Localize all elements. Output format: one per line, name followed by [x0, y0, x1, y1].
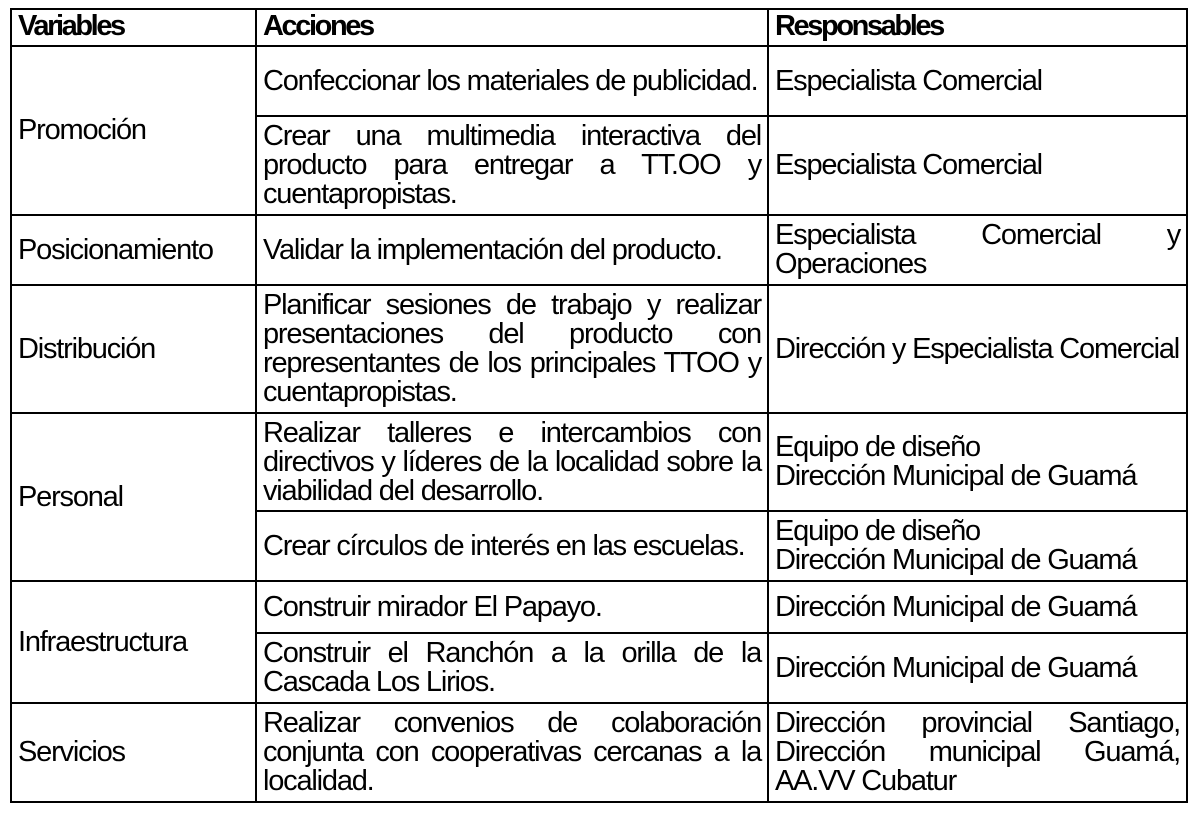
action-cell: Construir el Ranchón a la orilla de la Cascada Los Lirios.	[256, 633, 768, 703]
table-row	[11, 703, 1187, 802]
action-cell: Crear círculos de interés en las escuelas.	[256, 511, 768, 581]
responsible-line: Equipo de diseño	[775, 431, 980, 463]
variable-cell: Personal	[11, 413, 256, 581]
responsible-cell: Dirección y Especialista Comercial	[768, 285, 1187, 413]
responsible-cell	[768, 413, 1187, 511]
responsible-line: Dirección Municipal de Guamá	[775, 544, 1137, 576]
responsible-line: Dirección municipal Guamá,	[775, 736, 1180, 768]
action-cell: Planificar sesiones de trabajo y realizar presentaciones del producto con representantes de los principales TTOO y cuentapropistas.	[256, 285, 768, 413]
variable-cell: Promoción	[11, 46, 256, 215]
action-cell: Realizar convenios de colaboración conjunta con cooperativas cercanas a la localidad.	[256, 703, 768, 802]
responsible-cell	[768, 703, 1187, 802]
table-row	[11, 413, 1187, 511]
responsible-cell: Especialista Comercial y Operaciones	[768, 215, 1187, 285]
responsible-line: Equipo de diseño	[775, 515, 980, 547]
action-cell: Construir mirador El Papayo.	[256, 581, 768, 633]
action-cell: Validar la implementación del producto.	[256, 215, 768, 285]
responsible-cell: Dirección Municipal de Guamá	[768, 633, 1187, 703]
responsible-cell: Especialista Comercial	[768, 46, 1187, 116]
variable-cell: Distribución	[11, 285, 256, 413]
action-cell: Crear una multimedia interactiva del producto para entregar a TT.OO y cuentapropistas.	[256, 116, 768, 215]
header-responsables: Responsables	[768, 9, 1187, 46]
header-row	[11, 9, 1187, 46]
table-row	[11, 581, 1187, 633]
table-row	[11, 285, 1187, 413]
variable-cell: Posicionamiento	[11, 215, 256, 285]
header-acciones: Acciones	[256, 9, 768, 46]
responsible-cell: Especialista Comercial	[768, 116, 1187, 215]
action-cell: Realizar talleres e intercambios con directivos y líderes de la localidad sobre la viabilidad del desarrollo.	[256, 413, 768, 511]
responsible-cell	[768, 511, 1187, 581]
table-row	[11, 215, 1187, 285]
responsible-cell: Dirección Municipal de Guamá	[768, 581, 1187, 633]
header-variables: Variables	[11, 9, 256, 46]
variable-cell: Servicios	[11, 703, 256, 802]
table-row	[11, 46, 1187, 116]
responsible-line: Dirección provincial Santiago,	[775, 707, 1180, 739]
responsible-line: Dirección Municipal de Guamá	[775, 460, 1137, 492]
variable-cell: Infraestructura	[11, 581, 256, 703]
action-cell: Confeccionar los materiales de publicidad.	[256, 46, 768, 116]
responsible-line: AA.VV Cubatur	[775, 765, 957, 797]
actions-table	[10, 8, 1188, 803]
